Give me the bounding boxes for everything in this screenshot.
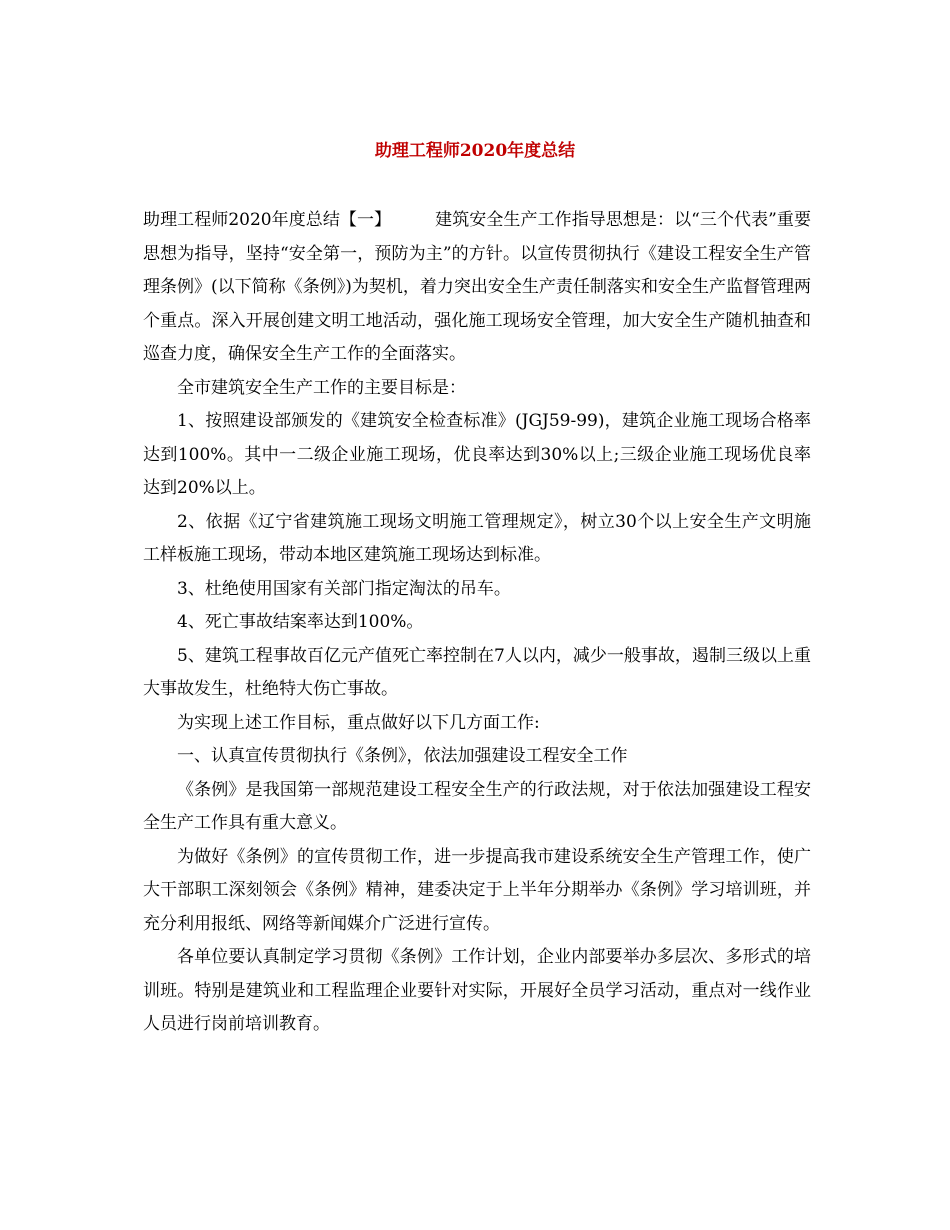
paragraph-training: 各单位要认真制定学习贯彻《条例》工作计划，企业内部要举办多层次、多形式的培训班。特别是建筑业和工程监理企业要针对实际，开展好全员学习活动，重点对一线作业人员进行岗前培训教育。 <box>143 947 811 1034</box>
paragraph-goal-2: 2、依据《辽宁省建筑施工现场文明施工管理规定》，树立30个以上安全生产文明施工样板施工现场，带动本地区建筑施工现场达到标准。 <box>143 511 811 565</box>
section-heading-1: 一、认真宣传贯彻执行《条例》，依法加强建设工程安全工作 <box>177 746 628 766</box>
paragraph-goal-4: 4、死亡事故结案率达到100%。 <box>177 612 424 632</box>
paragraph-publicity: 为做好《条例》的宣传贯彻工作，进一步提高我市建设系统安全生产管理工作，使广大干部职工深刻领会《条例》精神，建委决定于上半年分期举办《条例》学习培训班，并充分利用报纸、网络等新闻媒介广泛进行宣传。 <box>143 846 811 934</box>
paragraph-work-intro: 为实现上述工作目标，重点做好以下几方面工作: <box>177 712 540 733</box>
paragraph-goals-intro: 全市建筑安全生产工作的主要目标是： <box>177 377 466 398</box>
paragraph-goal-1: 1、按照建设部颁发的《建筑安全检查标准》(JGJ59-99)，建筑企业施工现场合格率达到100%。其中一二级企业施工现场，优良率达到30%以上;三级企业施工现场优良率达到20%以上。 <box>143 411 811 498</box>
paragraph-regulation: 《条例》是我国第一部规范建设工程安全生产的行政法规，对于依法加强建设工程安全生产工作具有重大意义。 <box>143 779 811 833</box>
paragraph-goal-3: 3、杜绝使用国家有关部门指定淘汰的吊车。 <box>177 578 511 599</box>
paragraph-goal-5: 5、建筑工程事故百亿元产值死亡率控制在7人以内，减少一般事故，遏制三级以上重大事故发生，杜绝特大伤亡事故。 <box>143 645 811 699</box>
document-body <box>143 204 811 1042</box>
document-title: 助理工程师2020年度总结 <box>374 141 576 161</box>
intro-text: 建筑安全生产工作指导思想是：以“三个代表”重要思想为指导，坚持“安全第一，预防为主”的方针。以宣传贯彻执行《建设工程安全生产管理条例》(以下简称《条例》)为契机，着力突出安全生产责任制落实和安全生产监督管理两个重点。深入开展创建文明工地活动，强化施工现场安全管理，加大安全生产随机抽查和巡查力度，确保安全生产工作的全面落实。 <box>143 210 811 364</box>
intro-paragraph <box>143 204 811 372</box>
intro-heading: 助理工程师2020年度总结【一】 <box>143 210 392 230</box>
